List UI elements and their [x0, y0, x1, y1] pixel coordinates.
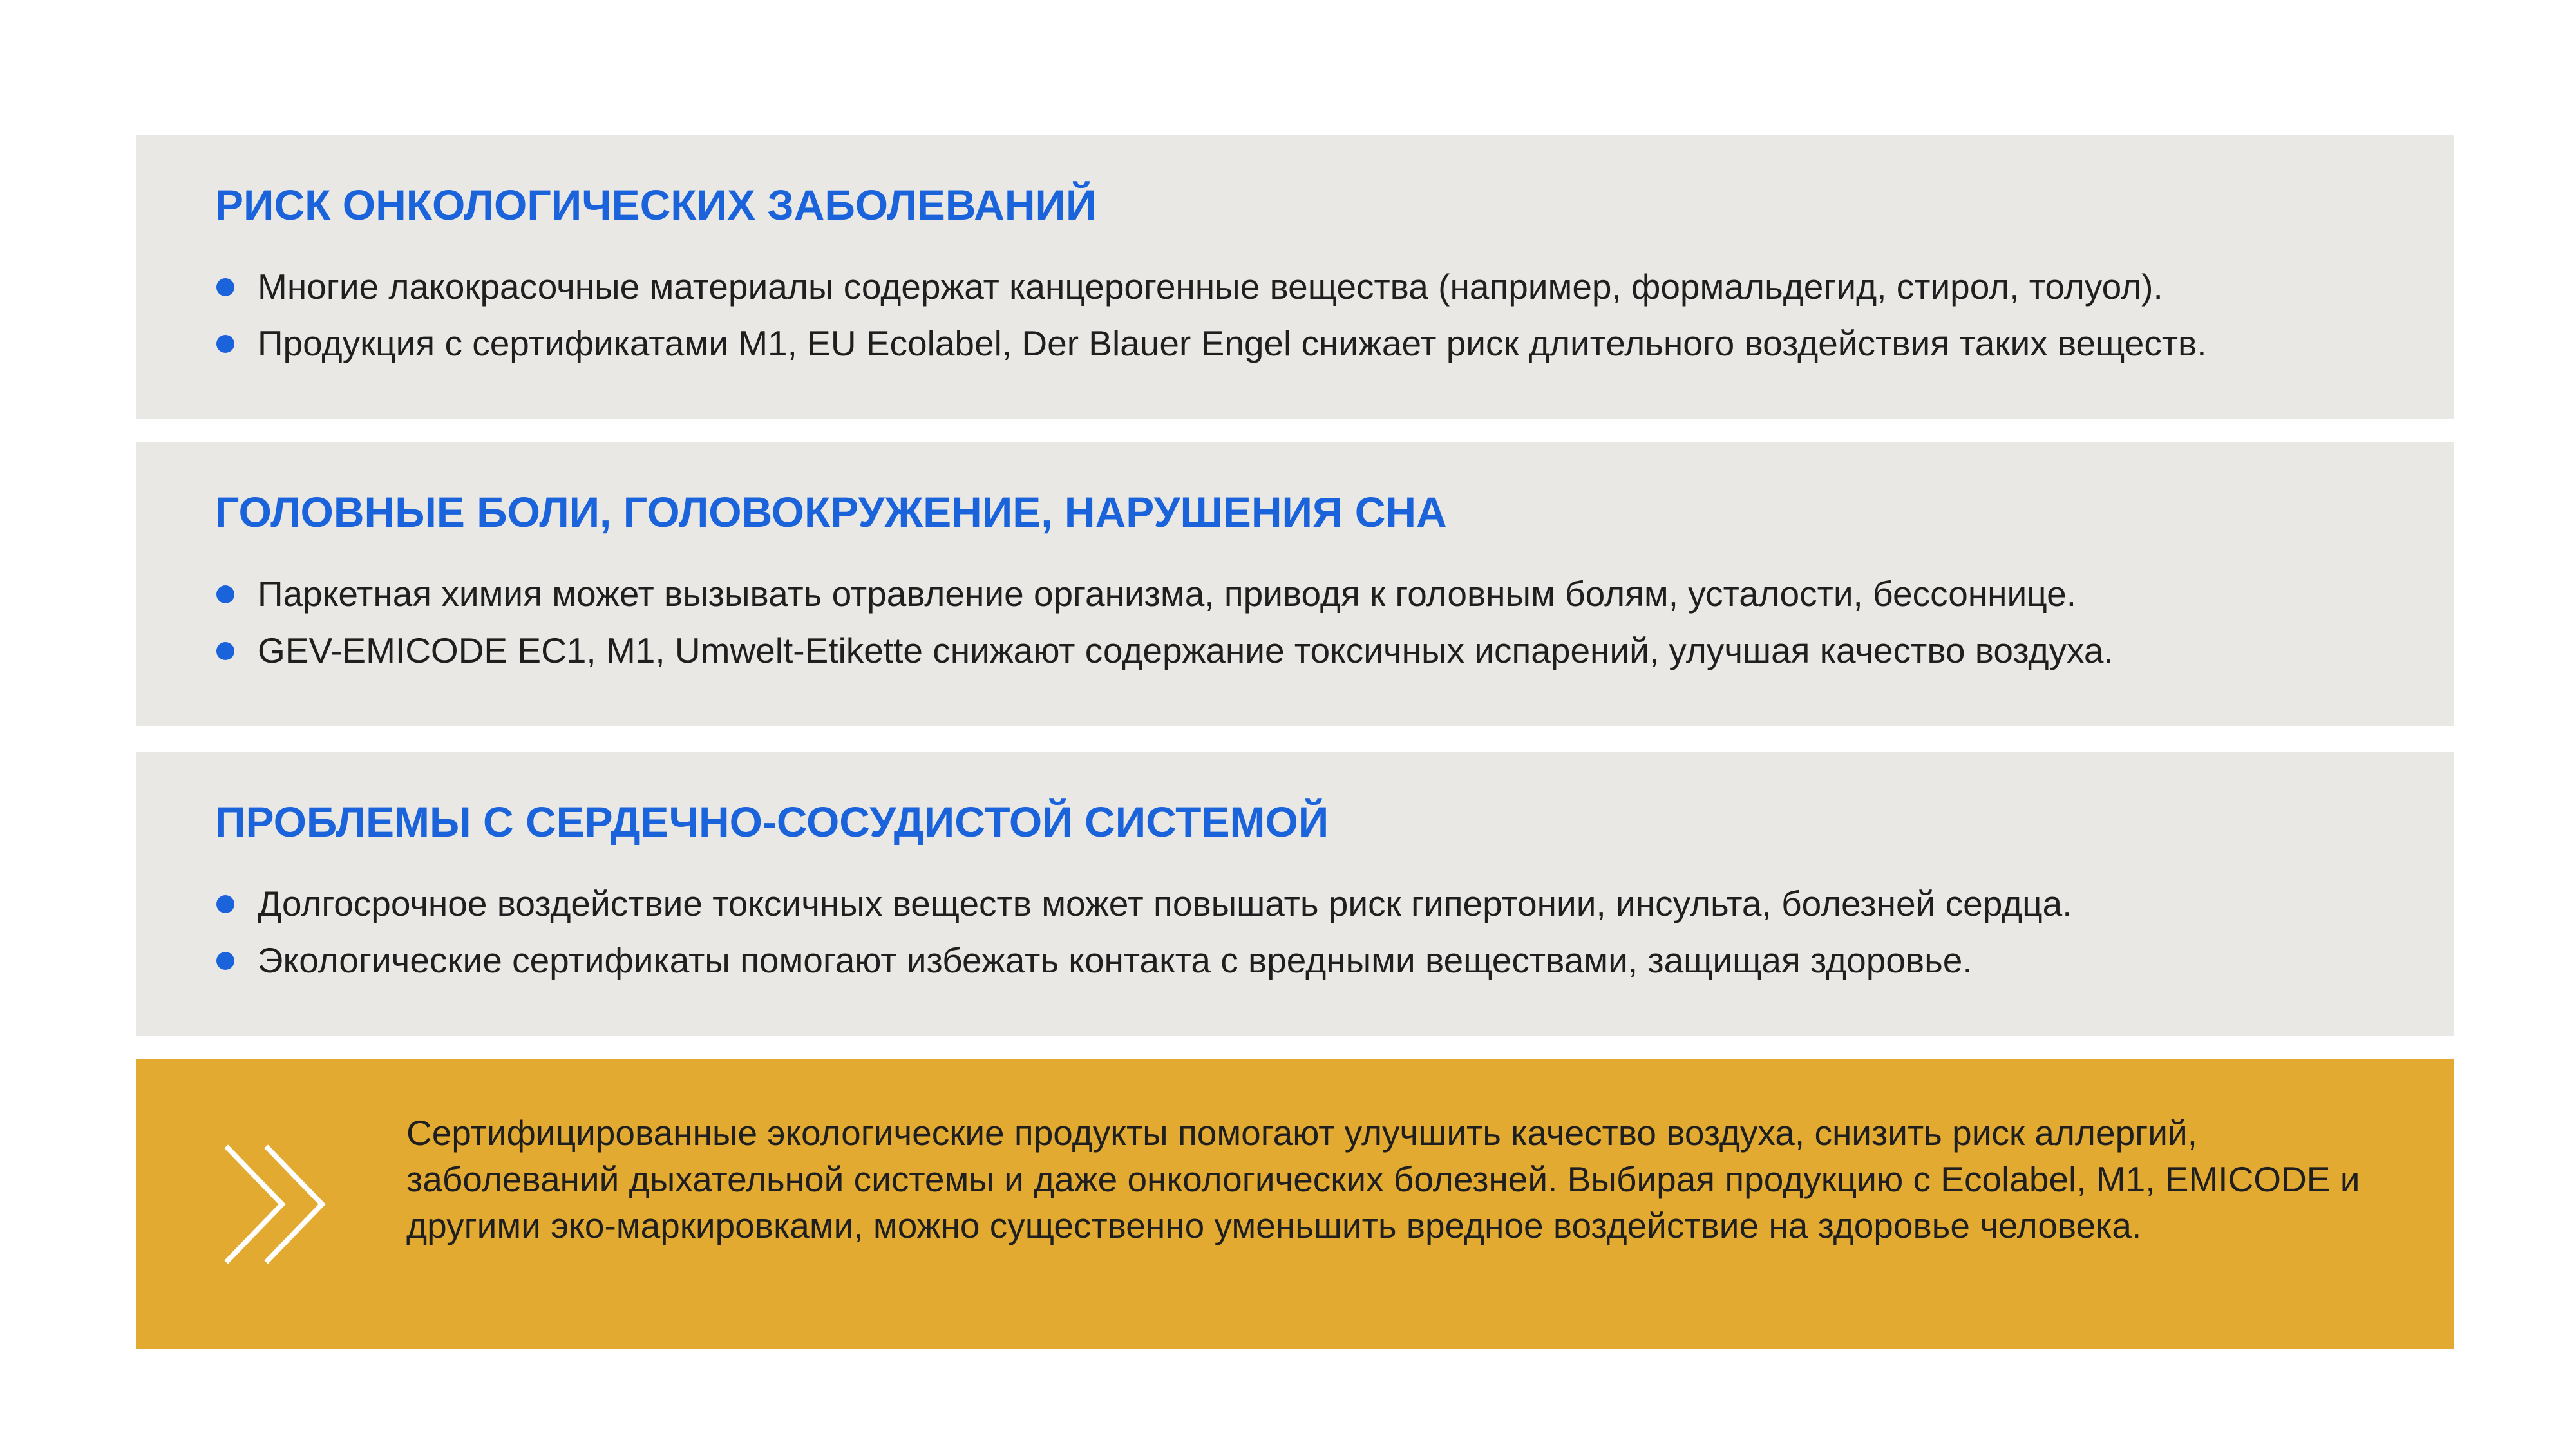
- section-card-cardiovascular: [136, 752, 2454, 1036]
- bullet-dot-icon: [216, 335, 234, 353]
- bullet-dot-icon: [216, 952, 234, 970]
- section-title: РИСК ОНКОЛОГИЧЕСКИХ ЗАБОЛЕВАНИЙ: [215, 181, 1097, 229]
- bullet-list: [215, 264, 2207, 377]
- bullet-list: [215, 571, 2114, 685]
- bullet-item: [215, 571, 2114, 628]
- bullet-dot-icon: [216, 642, 234, 660]
- bullet-text: GEV-EMICODE EC1, M1, Umwelt-Etikette снижают содержание токсичных испарений, улучшая качество воздуха.: [258, 630, 2114, 670]
- section-card-oncology: [136, 135, 2454, 419]
- bullet-dot-icon: [216, 895, 234, 913]
- bullet-item: [215, 628, 2114, 685]
- bullet-dot-icon: [216, 585, 234, 603]
- bullet-item: [215, 321, 2207, 377]
- bullet-text: Экологические сертификаты помогают избежать контакта с вредными веществами, защищая здоровье.: [258, 940, 1973, 980]
- bullet-item: [215, 938, 2072, 994]
- section-title: ПРОБЛЕМЫ С СЕРДЕЧНО-СОСУДИСТОЙ СИСТЕМОЙ: [215, 798, 1329, 846]
- double-chevron-right-icon: [223, 1143, 332, 1265]
- bullet-list: [215, 881, 2072, 994]
- summary-text: Сертифицированные экологические продукты помогают улучшить качество воздуха, снизить риск аллергий, заболеваний дыхательной системы и даже онкологических болезней. Выбирая продукцию с Ecolabel, M1, EMICODE и другими эко-маркировками, можно существенно уменьшить вредное воздействие на здоровье человека.: [406, 1113, 2360, 1245]
- bullet-text: Многие лакокрасочные материалы содержат канцерогенные вещества (например, формальдегид, стирол, толуол).: [258, 267, 2163, 307]
- bullet-text: Долгосрочное воздействие токсичных веществ может повышать риск гипертонии, инсульта, болезней сердца.: [258, 884, 2072, 923]
- bullet-item: [215, 881, 2072, 938]
- summary-banner: [136, 1059, 2454, 1349]
- bullet-text: Паркетная химия может вызывать отравление организма, приводя к головным болям, усталости, бессоннице.: [258, 574, 2077, 614]
- bullet-dot-icon: [216, 278, 234, 296]
- bullet-text: Продукция с сертификатами M1, EU Ecolabel, Der Blauer Engel снижает риск длительного воздействия таких веществ.: [258, 323, 2207, 363]
- section-card-headaches: [136, 442, 2454, 726]
- bullet-item: [215, 264, 2207, 321]
- section-title: ГОЛОВНЫЕ БОЛИ, ГОЛОВОКРУЖЕНИЕ, НАРУШЕНИЯ СНА: [215, 488, 1447, 536]
